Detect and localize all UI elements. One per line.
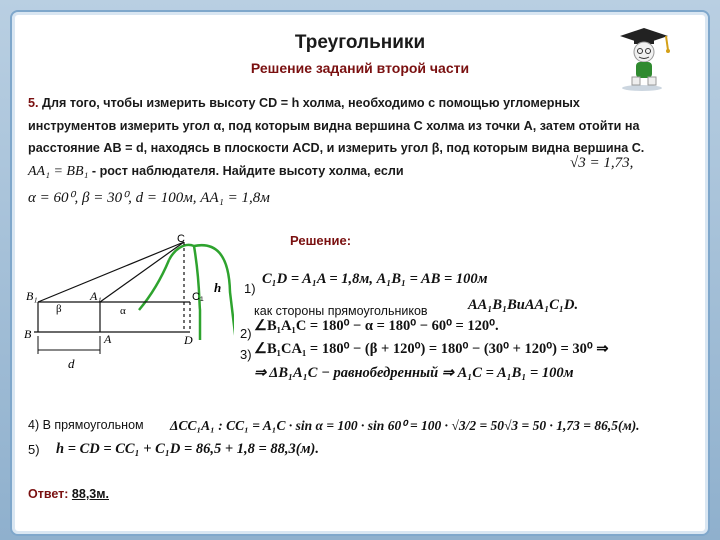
problem-text [28, 92, 648, 183]
answer-value: 88,3м. [71, 487, 109, 501]
step-1-equation: C₁D = A₁A = 1,8м, A₁B₁ = AB = 100м [262, 271, 488, 287]
label-d-point: D [184, 333, 193, 347]
label-h: h [214, 280, 222, 295]
label-c: C [177, 233, 185, 245]
label-a1: A₁ [90, 289, 102, 303]
answer [28, 487, 109, 501]
problem-text-2: - рост наблюдателя. Найдите высоту холма, если [91, 163, 404, 178]
observer-height-formula: AA₁ = BB₁ [28, 163, 89, 179]
label-b: B [24, 327, 32, 341]
answer-label: Ответ: [28, 487, 69, 501]
step-2-equation: ∠B₁A₁C = 180⁰ − α = 180⁰ − 60⁰ = 120⁰. [254, 318, 499, 334]
label-a: A [104, 332, 112, 346]
problem-number: 5. [28, 96, 39, 110]
step-1-text: как стороны прямоугольников [254, 304, 428, 318]
step-5-number: 5) [28, 442, 40, 457]
step-1-rectangles: AA₁B₁BиAA₁C₁D. [468, 297, 579, 313]
solution-title: Решение: [290, 233, 352, 248]
page-subtitle: Решение заданий второй части [250, 60, 470, 76]
label-d-length: d [68, 356, 75, 371]
label-c1: C₁ [192, 291, 204, 303]
step-3-conclusion: ⇒ ΔB₁A₁C − равнобедренный ⇒ A₁C = A₁B₁ = 100м [254, 365, 574, 381]
sqrt-three-value: √3 = 1,73, [570, 155, 634, 171]
label-beta: β [56, 303, 62, 315]
hill-diagram [24, 232, 234, 372]
step-1-number: 1) [244, 281, 256, 296]
step-2-number: 2) [240, 326, 252, 341]
step-4-equation: ΔCC₁A₁ : CC₁ = A₁C · sin α = 100 · sin 60⁰ = 100 · √3/2 = 50√3 = 50 · 1,73 = 86,5(м). [170, 418, 640, 433]
step-3-equation: ∠B₁CA₁ = 180⁰ − (β + 120⁰) = 180⁰ − (30⁰ + 120⁰) = 30⁰ ⇒ [254, 341, 609, 357]
step-5-equation: h = CD = CC₁ + C₁D = 86,5 + 1,8 = 88,3(м). [56, 441, 319, 457]
problem-text-1: Для того, чтобы измерить высоту CD = h холма, необходимо с помощью угломерных инструментов измерить угол α, под которым видна вершина C холма из точки A, затем отойти на расстояние AB = d, находясь в плоскости ACD, и измерить угол β, под которым видна вершина C. [28, 96, 645, 155]
given-values: α = 60⁰, β = 30⁰, d = 100м, AA₁ = 1,8м [28, 190, 270, 206]
label-alpha: α [120, 305, 126, 317]
label-b1: B₁ [26, 289, 38, 303]
step-3-number: 3) [240, 347, 252, 362]
page-title: Треугольники [294, 32, 426, 53]
step-4-text: 4) В прямоугольном [28, 418, 144, 432]
